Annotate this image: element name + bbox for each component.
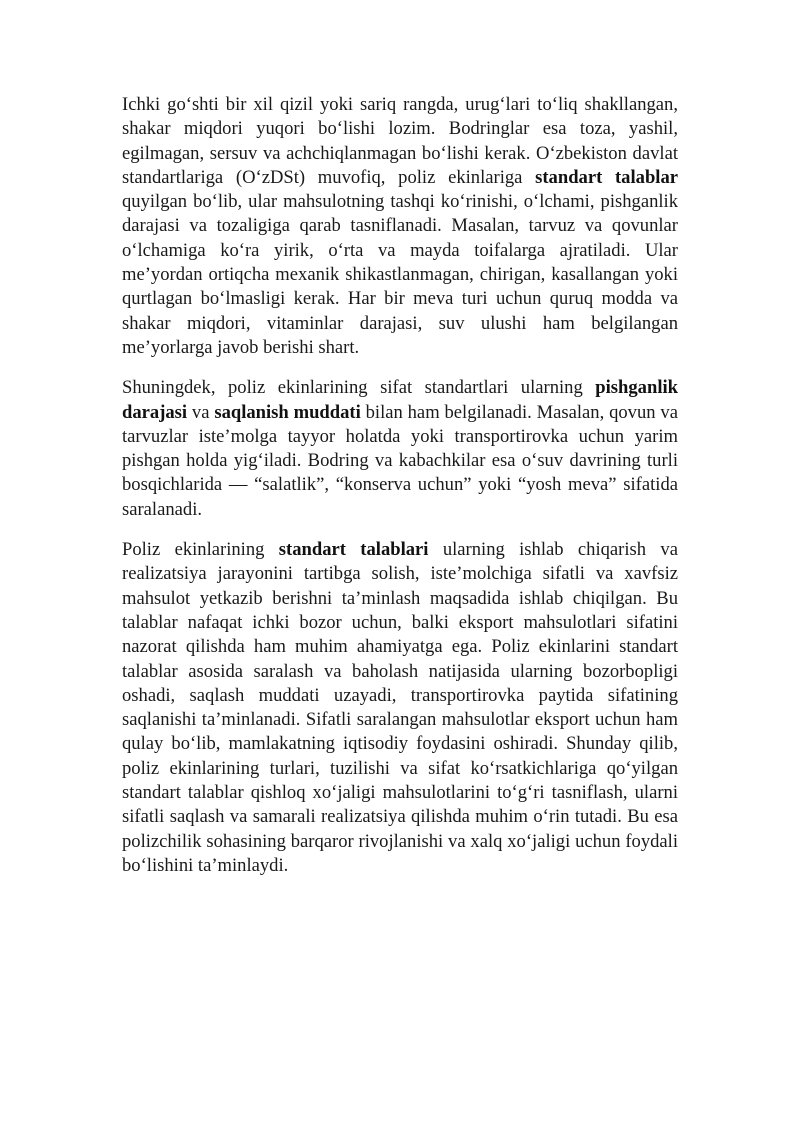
text-run: va bbox=[187, 401, 215, 423]
document-body bbox=[122, 93, 678, 894]
paragraph-ripeness-storage bbox=[122, 376, 678, 522]
text-run: bilan ham belgilanadi. Masalan, qovun va tarvuzlar iste’molga tayyor holatda yoki transportirovka uchun yarim pishgan holda yig‘iladi. Bodring va kabachkilar esa o‘suv davrining turli bosqichlarida — “salatlik”, “konserva uchun” yoki “yosh meva” sifatida saralanadi. bbox=[122, 401, 678, 520]
text-run: Shuningdek, poliz ekinlarining sifat standartlari ularning bbox=[122, 377, 596, 399]
bold-term-saqlanish-muddati: saqlanish muddati bbox=[214, 401, 361, 423]
text-run: Poliz ekinlarining bbox=[122, 539, 279, 561]
bold-term-standart-talablar: standart talablar bbox=[535, 166, 678, 188]
paragraph-quality-requirements bbox=[122, 93, 678, 360]
text-run: quyilgan bo‘lib, ular mahsulotning tashqi ko‘rinishi, o‘lchami, pishganlik darajasi va tozaligiga qarab tasniflanadi. Masalan, tarvuz va qovunlar o‘lchamiga ko‘ra yirik, o‘rta va mayda toifalarga ajratiladi. Ular me’yordan ortiqcha mexanik shikastlanmagan, chirigan, kasallangan yoki qurtlagan bo‘lmasligi kerak. Har bir meva turi uchun quruq modda va shakar miqdori, vitaminlar darajasi, suv ulushi ham belgilangan me’yorlarga javob berishi shart. bbox=[122, 191, 678, 358]
bold-term-pishganlik-darajasi: pishganlik darajasi bbox=[122, 377, 678, 423]
text-run: ularning ishlab chiqarish va realizatsiya jarayonini tartibga solish, iste’molchiga sifatli va xavfsiz mahsulot yetkazib berishni ta’minlash maqsadida ishlab chiqilgan. Bu talablar nafaqat ichki bozor uchun, balki eksport mahsulotlari sifatini nazorat qilishda ham muhim ahamiyatga ega. Poliz ekinlarini standart talablar asosida saralash va baholash natijasida ularning bozorbopligi oshadi, saqlash muddati uzayadi, transportirovka paytida sifatining saqlanishi ta’minlanadi. Sifatli saralangan mahsulotlar eksport uchun ham qulay bo‘lib, mamlakatning iqtisodiy foydasini oshiradi. Shunday qilib, poliz ekinlarining turlari, tuzilishi va sifat ko‘rsatkichlariga qo‘yilgan standart talablar qishloq xo‘jaligi mahsulotlarini to‘g‘ri tasniflash, ularni sifatli saqlash va samarali realizatsiya qilishda muhim o‘rin tutadi. Bu esa polizchilik sohasining barqaror rivojlanishi va xalq xo‘jaligi uchun foydali bo‘lishini ta’minlaydi. bbox=[122, 539, 678, 876]
bold-term-standart-talablari: standart talablari bbox=[278, 539, 429, 561]
text-run: Ichki go‘shti bir xil qizil yoki sariq rangda, urug‘lari to‘liq shakllangan, shakar miqdori yuqori bo‘lishi lozim. Bodringlar esa toza, yashil, egilmagan, sersuv va achchiqlanmagan bo‘lishi kerak. O‘zbekiston davlat standartlariga (O‘zDSt) muvofiq, poliz ekinlariga bbox=[122, 94, 678, 188]
paragraph-conclusion bbox=[122, 538, 678, 878]
